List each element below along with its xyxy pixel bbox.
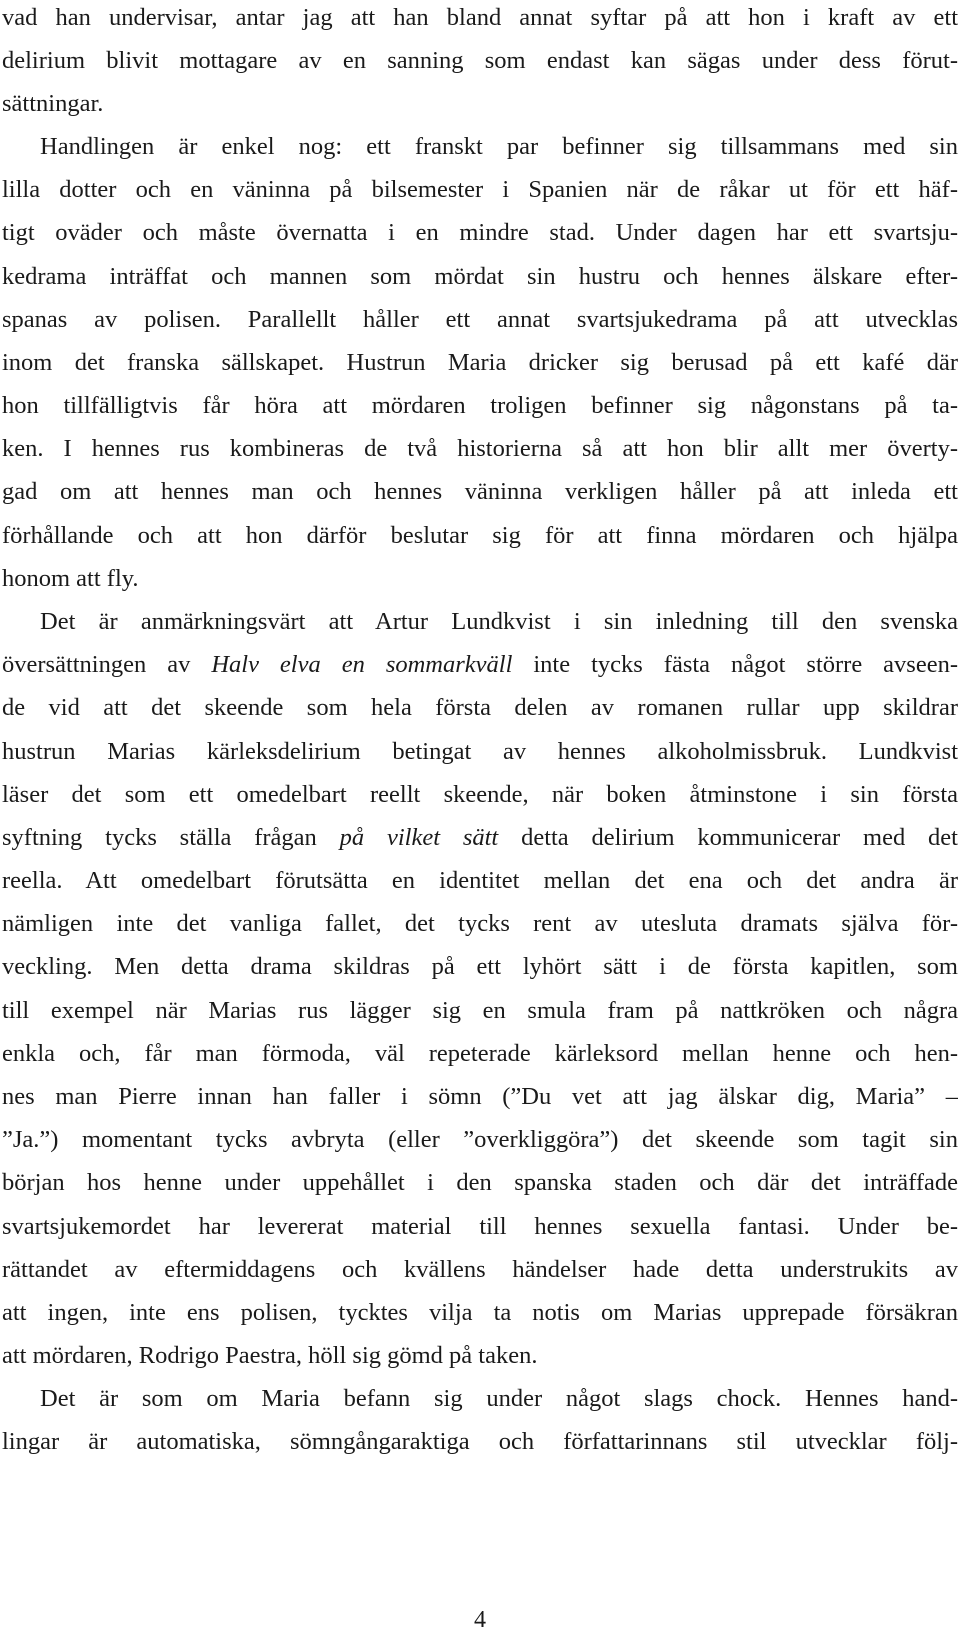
text-line: läser det som ett omedelbart reellt skeende, när boken åtminstone i sin första xyxy=(2,781,958,808)
text-line: lingar är automatiska, sömngångaraktiga och författarinnans stil utvecklar följ- xyxy=(2,1428,958,1455)
text-line: att ingen, inte ens polisen, tycktes vilja ta notis om Marias upprepade försäkran xyxy=(2,1299,958,1326)
text-line: honom att fly. xyxy=(2,565,139,592)
paragraph-first-line: Handlingen är enkel nog: ett franskt par befinner sig tillsammans med sin xyxy=(40,133,958,160)
text-line: delirium blivit mottagare av en sanning som endast kan sägas under dess förut- xyxy=(2,47,958,74)
text-line: gad om att hennes man och hennes väninna verkligen håller på att inleda ett xyxy=(2,478,958,505)
page-number: 4 xyxy=(474,1607,486,1633)
text-line: lilla dotter och en väninna på bilsemester i Spanien när de råkar ut för ett häf- xyxy=(2,176,958,203)
text-line: förhållande och att hon därför beslutar sig för att finna mördaren och hjälpa xyxy=(2,522,958,549)
text-line: vad han undervisar, antar jag att han bland annat syftar på att hon i kraft av ett xyxy=(2,4,958,31)
text-line: de vid att det skeende som hela första delen av romanen rullar upp skildrar xyxy=(2,694,958,721)
text-line: sättningar. xyxy=(2,90,104,117)
text-line: rättandet av eftermiddagens och kvällens händelser hade detta understrukits av xyxy=(2,1256,958,1283)
text-line: hustrun Marias kärleksdelirium betingat av hennes alkoholmissbruk. Lundkvist xyxy=(2,738,958,765)
text-line: till exempel när Marias rus lägger sig en smula fram på nattkröken och några xyxy=(2,997,958,1024)
text-line: reella. Att omedelbart förutsätta en identitet mellan det ena och det andra är xyxy=(2,867,958,894)
text-line: hon tillfälligtvis får höra att mördaren troligen befinner sig någonstans på ta- xyxy=(2,392,958,419)
paragraph-first-line: Det är som om Maria befann sig under något slags chock. Hennes hand- xyxy=(40,1385,958,1412)
text-line: början hos henne under uppehållet i den spanska staden och där det inträffade xyxy=(2,1169,958,1196)
text-line: svartsjukemordet har levererat material till hennes sexuella fantasi. Under be- xyxy=(2,1213,958,1240)
text-line: att mördaren, Rodrigo Paestra, höll sig gömd på taken. xyxy=(2,1342,538,1369)
text-line: nämligen inte det vanliga fallet, det tycks rent av utesluta dramats själva för- xyxy=(2,910,958,937)
text-line xyxy=(2,643,958,687)
text-line: inom det franska sällskapet. Hustrun Maria dricker sig berusad på ett kafé där xyxy=(2,349,958,376)
book-title: Halv elva en sommarkväll xyxy=(211,651,513,678)
text-line: ken. I hennes rus kombineras de två historierna så att hon blir allt mer överty- xyxy=(2,435,958,462)
text-run: syftning tycks ställa frågan xyxy=(2,824,340,851)
text-line: spanas av polisen. Parallellt håller ett annat svartsjukedrama på att utvecklas xyxy=(2,306,958,333)
text-line: ”Ja.”) momentant tycks avbryta (eller ”overkliggöra”) det skeende som tagit sin xyxy=(2,1126,958,1153)
emphasis: på vilket sätt xyxy=(339,824,499,851)
text-line: veckling. Men detta drama skildras på ett lyhört sätt i de första kapitlen, som xyxy=(2,953,958,980)
text-run: översättningen av xyxy=(2,651,212,678)
text-run: inte tycks fästa något större avseen- xyxy=(512,651,958,678)
text-run: detta delirium kommunicerar med det xyxy=(498,824,958,851)
paragraph-first-line: Det är anmärkningsvärt att Artur Lundkvist i sin inledning till den svenska xyxy=(40,608,958,635)
text-line: enkla och, får man förmoda, väl repeterade kärleksord mellan henne och hen- xyxy=(2,1040,958,1067)
text-line: nes man Pierre innan han faller i sömn (”Du vet att jag älskar dig, Maria” – xyxy=(2,1083,958,1110)
text-line: tigt oväder och måste övernatta i en mindre stad. Under dagen har ett svartsju- xyxy=(2,219,958,246)
text-line xyxy=(2,816,958,860)
text-line: kedrama inträffat och mannen som mördat sin hustru och hennes älskare efter- xyxy=(2,263,958,290)
